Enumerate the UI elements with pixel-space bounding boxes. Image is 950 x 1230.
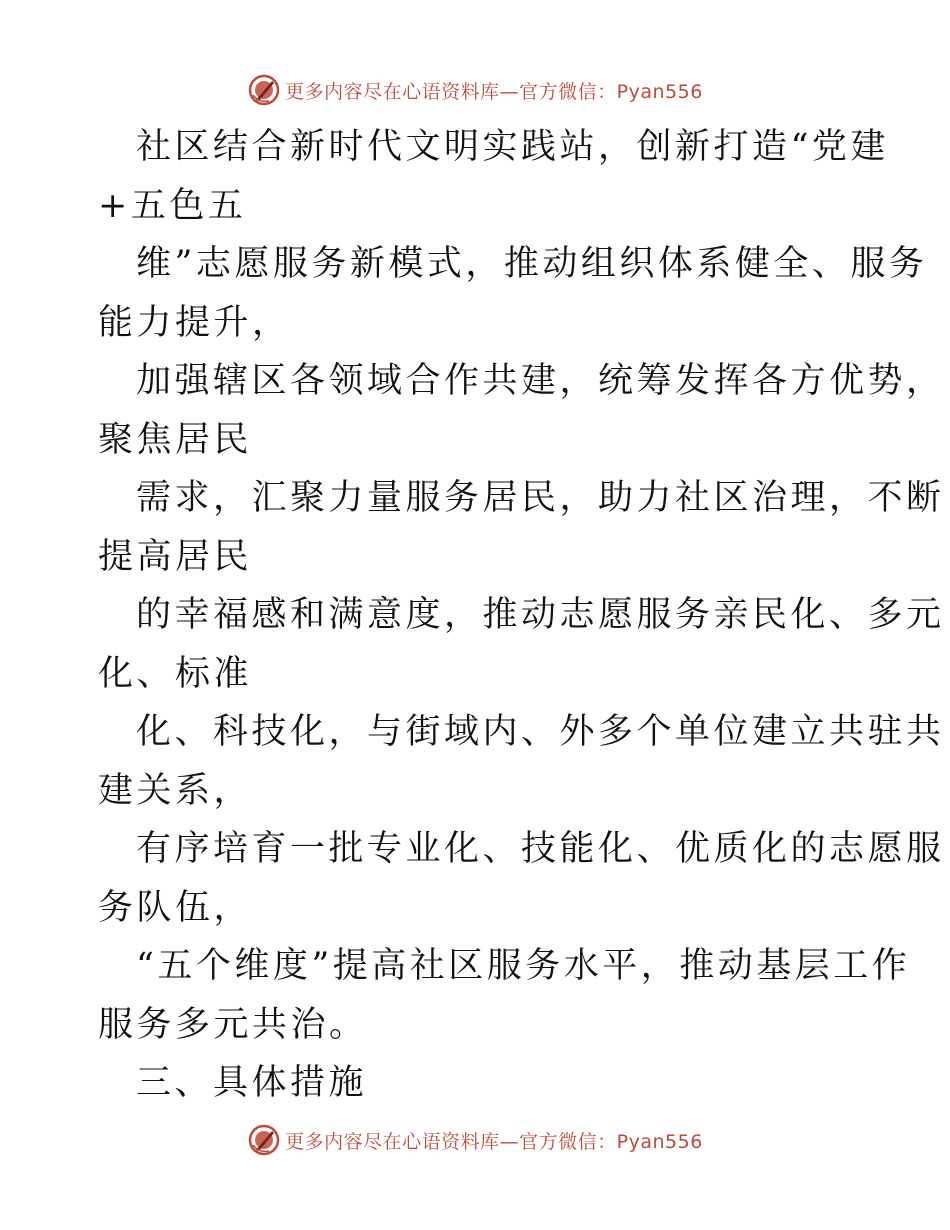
paragraph-line: 的幸福感和满意度，推动志愿服务亲民化、多元 xyxy=(136,595,945,635)
watermark-text: 更多内容尽在心语资料库—官方微信：Pyan556 xyxy=(285,80,703,103)
paragraph-line: 能力提升， xyxy=(98,302,291,343)
section-heading: 三、具体措施 xyxy=(136,1063,368,1103)
paragraph-line: 建关系， xyxy=(98,770,253,811)
watermark-text: 更多内容尽在心语资料库—官方微信：Pyan556 xyxy=(285,1130,703,1153)
paragraph-line: 化、标准 xyxy=(98,653,253,694)
paragraph-line: 维”志愿服务新模式，推动组织体系健全、服务 xyxy=(136,244,928,284)
paragraph-line: +五色五 xyxy=(98,185,247,226)
paragraph-line: 需求，汇聚力量服务居民，助力社区治理，不断 xyxy=(136,478,945,518)
quill-pen-logo-icon xyxy=(247,73,281,107)
paragraph-line: 社区结合新时代文明实践站，创新打造“党建 xyxy=(136,127,889,167)
footer-watermark xyxy=(0,1120,950,1160)
paragraph-line: 服务多元共治。 xyxy=(98,1004,368,1045)
paragraph-line: 有序培育一批专业化、技能化、优质化的志愿服 xyxy=(136,829,945,869)
document-body xyxy=(98,118,945,1113)
paragraph-line: “五个维度”提高社区服务水平，推动基层工作 xyxy=(136,946,911,986)
quill-pen-logo-icon xyxy=(247,1123,281,1157)
paragraph-line: 加强辖区各领域合作共建，统筹发挥各方优势， xyxy=(136,361,945,401)
paragraph-line: 提高居民 xyxy=(98,536,253,577)
header-watermark xyxy=(0,70,950,110)
paragraph-line: 化、科技化，与街域内、外多个单位建立共驻共 xyxy=(136,712,945,752)
paragraph-line: 务队伍， xyxy=(98,887,253,928)
paragraph-line: 聚焦居民 xyxy=(98,419,253,460)
